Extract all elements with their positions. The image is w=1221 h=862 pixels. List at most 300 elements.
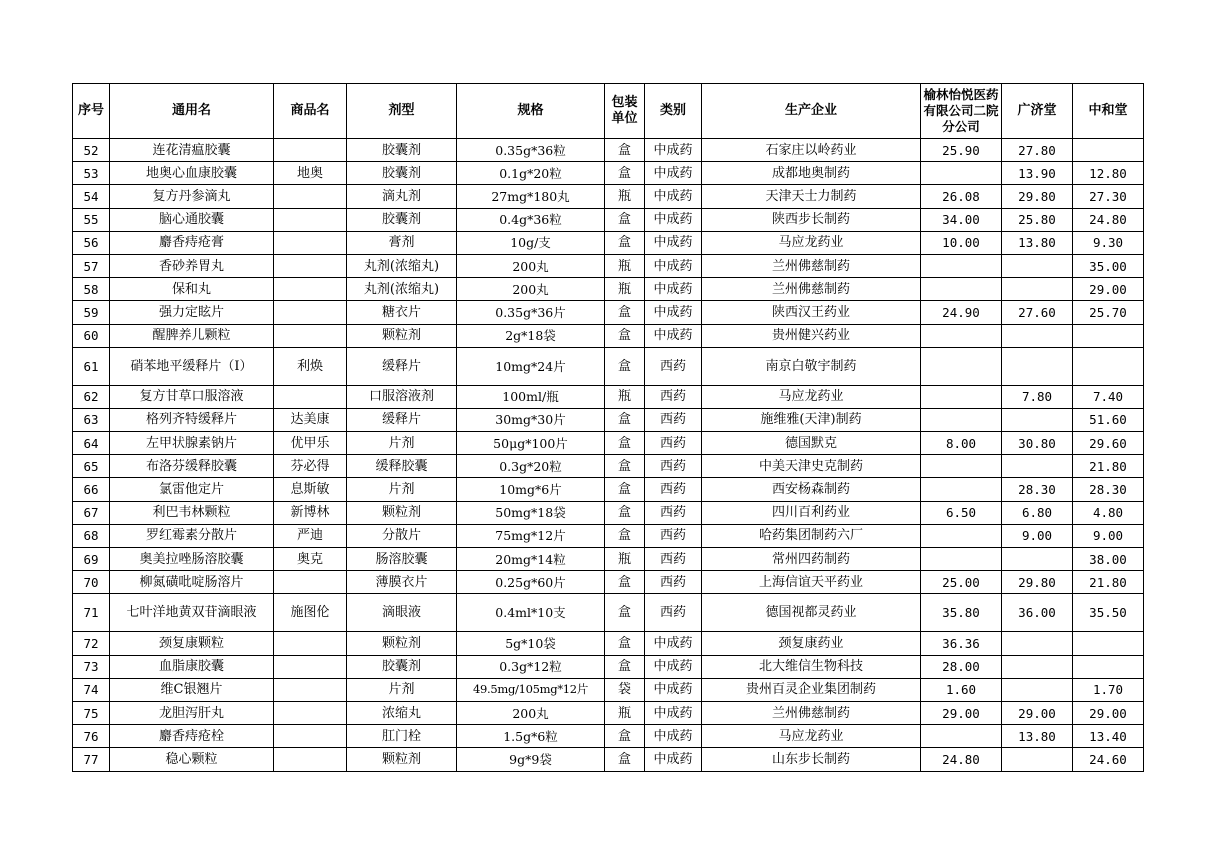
header-category: 类别 [645, 84, 702, 139]
price-yuyue-cell [921, 548, 1002, 571]
price-yuyue-cell [921, 478, 1002, 501]
price-yuyue-cell: 36.36 [921, 632, 1002, 655]
price-zhonghetang-cell: 35.50 [1073, 594, 1144, 632]
price-guangjitang-cell [1002, 678, 1073, 701]
generic-name-cell: 格列齐特缓释片 [110, 408, 274, 431]
manufacturer-cell: 陕西步长制药 [702, 208, 921, 231]
dosage-form-cell: 颗粒剂 [347, 632, 457, 655]
header-price-yuyue: 榆林怡悦医药有限公司二院分公司 [921, 84, 1002, 139]
generic-name-cell: 布洛芬缓释胶囊 [110, 455, 274, 478]
dosage-form-cell: 丸剂(浓缩丸) [347, 278, 457, 301]
brand-name-cell: 地奥 [274, 162, 347, 185]
category-cell: 中成药 [645, 278, 702, 301]
header-specification: 规格 [457, 84, 605, 139]
price-zhonghetang-cell: 4.80 [1073, 501, 1144, 524]
generic-name-cell: 血脂康胶囊 [110, 655, 274, 678]
table-header-row [73, 84, 1144, 139]
brand-name-cell [274, 748, 347, 771]
price-yuyue-cell: 28.00 [921, 655, 1002, 678]
table-row [73, 548, 1144, 571]
dosage-form-cell: 肠溶胶囊 [347, 548, 457, 571]
category-cell: 中成药 [645, 301, 702, 324]
price-guangjitang-cell [1002, 632, 1073, 655]
package-unit-cell: 盒 [605, 501, 645, 524]
table-row [73, 478, 1144, 501]
index-cell: 62 [73, 385, 110, 408]
price-yuyue-cell [921, 324, 1002, 347]
manufacturer-cell: 北大维信生物科技 [702, 655, 921, 678]
generic-name-cell: 脑心通胶囊 [110, 208, 274, 231]
brand-name-cell [274, 208, 347, 231]
header-brand-name: 商品名 [274, 84, 347, 139]
brand-name-cell [274, 278, 347, 301]
dosage-form-cell: 滴眼液 [347, 594, 457, 632]
price-zhonghetang-cell: 29.00 [1073, 278, 1144, 301]
price-zhonghetang-cell: 12.80 [1073, 162, 1144, 185]
price-guangjitang-cell: 6.80 [1002, 501, 1073, 524]
manufacturer-cell: 贵州百灵企业集团制药 [702, 678, 921, 701]
price-guangjitang-cell [1002, 548, 1073, 571]
package-unit-cell: 瓶 [605, 254, 645, 277]
generic-name-cell: 利巴韦林颗粒 [110, 501, 274, 524]
price-yuyue-cell: 25.00 [921, 571, 1002, 594]
manufacturer-cell: 兰州佛慈制药 [702, 254, 921, 277]
generic-name-cell: 麝香痔疮栓 [110, 725, 274, 748]
price-yuyue-cell: 8.00 [921, 432, 1002, 455]
generic-name-cell: 柳氮磺吡啶肠溶片 [110, 571, 274, 594]
index-cell: 67 [73, 501, 110, 524]
package-unit-cell: 盒 [605, 408, 645, 431]
table-row [73, 139, 1144, 162]
table-row [73, 678, 1144, 701]
generic-name-cell: 奥美拉唑肠溶胶囊 [110, 548, 274, 571]
category-cell: 中成药 [645, 208, 702, 231]
manufacturer-cell: 德国默克 [702, 432, 921, 455]
category-cell: 中成药 [645, 655, 702, 678]
category-cell: 中成药 [645, 185, 702, 208]
specification-cell: 0.25g*60片 [457, 571, 605, 594]
specification-cell: 27mg*180丸 [457, 185, 605, 208]
price-yuyue-cell [921, 278, 1002, 301]
price-zhonghetang-cell: 24.60 [1073, 748, 1144, 771]
category-cell: 中成药 [645, 725, 702, 748]
price-guangjitang-cell: 30.80 [1002, 432, 1073, 455]
table-row [73, 725, 1144, 748]
dosage-form-cell: 片剂 [347, 478, 457, 501]
package-unit-cell: 盒 [605, 162, 645, 185]
generic-name-cell: 颈复康颗粒 [110, 632, 274, 655]
manufacturer-cell: 哈药集团制药六厂 [702, 524, 921, 547]
generic-name-cell: 七叶洋地黄双苷滴眼液 [110, 594, 274, 632]
dosage-form-cell: 胶囊剂 [347, 162, 457, 185]
dosage-form-cell: 膏剂 [347, 231, 457, 254]
price-zhonghetang-cell: 29.00 [1073, 701, 1144, 724]
package-unit-cell: 瓶 [605, 385, 645, 408]
brand-name-cell: 新博林 [274, 501, 347, 524]
specification-cell: 49.5mg/105mg*12片 [457, 678, 605, 701]
table-row [73, 501, 1144, 524]
package-unit-cell: 盒 [605, 655, 645, 678]
manufacturer-cell: 陕西汉王药业 [702, 301, 921, 324]
table-row [73, 254, 1144, 277]
manufacturer-cell: 四川百利药业 [702, 501, 921, 524]
package-unit-cell: 袋 [605, 678, 645, 701]
manufacturer-cell: 颈复康药业 [702, 632, 921, 655]
price-yuyue-cell: 24.90 [921, 301, 1002, 324]
price-yuyue-cell: 6.50 [921, 501, 1002, 524]
brand-name-cell: 奥克 [274, 548, 347, 571]
dosage-form-cell: 颗粒剂 [347, 501, 457, 524]
manufacturer-cell: 成都地奥制药 [702, 162, 921, 185]
package-unit-cell: 瓶 [605, 548, 645, 571]
specification-cell: 10mg*6片 [457, 478, 605, 501]
table-row [73, 347, 1144, 385]
price-zhonghetang-cell: 21.80 [1073, 455, 1144, 478]
generic-name-cell: 硝苯地平缓释片（Ⅰ） [110, 347, 274, 385]
dosage-form-cell: 分散片 [347, 524, 457, 547]
generic-name-cell: 麝香痔疮膏 [110, 231, 274, 254]
price-yuyue-cell [921, 725, 1002, 748]
package-unit-cell: 盒 [605, 139, 645, 162]
price-guangjitang-cell [1002, 408, 1073, 431]
category-cell: 中成药 [645, 748, 702, 771]
specification-cell: 200丸 [457, 254, 605, 277]
table-row [73, 231, 1144, 254]
price-zhonghetang-cell: 51.60 [1073, 408, 1144, 431]
dosage-form-cell: 浓缩丸 [347, 701, 457, 724]
dosage-form-cell: 颗粒剂 [347, 748, 457, 771]
index-cell: 74 [73, 678, 110, 701]
table-row [73, 385, 1144, 408]
price-yuyue-cell: 10.00 [921, 231, 1002, 254]
manufacturer-cell: 南京白敬宇制药 [702, 347, 921, 385]
header-index: 序号 [73, 84, 110, 139]
table-row [73, 278, 1144, 301]
table-row [73, 208, 1144, 231]
category-cell: 西药 [645, 594, 702, 632]
price-zhonghetang-cell: 24.80 [1073, 208, 1144, 231]
dosage-form-cell: 缓释片 [347, 347, 457, 385]
category-cell: 中成药 [645, 701, 702, 724]
generic-name-cell: 连花清瘟胶囊 [110, 139, 274, 162]
price-yuyue-cell [921, 408, 1002, 431]
generic-name-cell: 香砂养胃丸 [110, 254, 274, 277]
dosage-form-cell: 口服溶液剂 [347, 385, 457, 408]
specification-cell: 0.35g*36片 [457, 301, 605, 324]
package-unit-cell: 盒 [605, 231, 645, 254]
index-cell: 71 [73, 594, 110, 632]
index-cell: 63 [73, 408, 110, 431]
index-cell: 66 [73, 478, 110, 501]
table-row [73, 324, 1144, 347]
brand-name-cell [274, 678, 347, 701]
generic-name-cell: 复方丹参滴丸 [110, 185, 274, 208]
manufacturer-cell: 上海信谊天平药业 [702, 571, 921, 594]
price-guangjitang-cell: 28.30 [1002, 478, 1073, 501]
generic-name-cell: 强力定眩片 [110, 301, 274, 324]
specification-cell: 0.4g*36粒 [457, 208, 605, 231]
table-row [73, 162, 1144, 185]
generic-name-cell: 醒脾养儿颗粒 [110, 324, 274, 347]
table-row [73, 655, 1144, 678]
specification-cell: 20mg*14粒 [457, 548, 605, 571]
index-cell: 52 [73, 139, 110, 162]
price-yuyue-cell [921, 385, 1002, 408]
price-zhonghetang-cell: 7.40 [1073, 385, 1144, 408]
specification-cell: 10g/支 [457, 231, 605, 254]
package-unit-cell: 盒 [605, 725, 645, 748]
index-cell: 54 [73, 185, 110, 208]
package-unit-cell: 瓶 [605, 185, 645, 208]
manufacturer-cell: 常州四药制药 [702, 548, 921, 571]
drug-price-table [72, 83, 1144, 772]
manufacturer-cell: 中美天津史克制药 [702, 455, 921, 478]
category-cell: 中成药 [645, 139, 702, 162]
price-yuyue-cell [921, 254, 1002, 277]
generic-name-cell: 氯雷他定片 [110, 478, 274, 501]
price-guangjitang-cell: 13.80 [1002, 725, 1073, 748]
brand-name-cell [274, 725, 347, 748]
header-generic-name: 通用名 [110, 84, 274, 139]
price-zhonghetang-cell [1073, 632, 1144, 655]
index-cell: 70 [73, 571, 110, 594]
specification-cell: 1.5g*6粒 [457, 725, 605, 748]
specification-cell: 100ml/瓶 [457, 385, 605, 408]
price-guangjitang-cell: 7.80 [1002, 385, 1073, 408]
dosage-form-cell: 缓释片 [347, 408, 457, 431]
package-unit-cell: 盒 [605, 571, 645, 594]
manufacturer-cell: 德国视都灵药业 [702, 594, 921, 632]
index-cell: 65 [73, 455, 110, 478]
package-unit-cell: 盒 [605, 301, 645, 324]
manufacturer-cell: 贵州健兴药业 [702, 324, 921, 347]
price-guangjitang-cell [1002, 278, 1073, 301]
index-cell: 58 [73, 278, 110, 301]
index-cell: 75 [73, 701, 110, 724]
generic-name-cell: 地奥心血康胶囊 [110, 162, 274, 185]
price-yuyue-cell: 34.00 [921, 208, 1002, 231]
price-guangjitang-cell: 27.80 [1002, 139, 1073, 162]
table-body [73, 139, 1144, 772]
brand-name-cell: 达美康 [274, 408, 347, 431]
price-zhonghetang-cell: 13.40 [1073, 725, 1144, 748]
table-row [73, 301, 1144, 324]
brand-name-cell [274, 701, 347, 724]
price-zhonghetang-cell: 21.80 [1073, 571, 1144, 594]
specification-cell: 0.35g*36粒 [457, 139, 605, 162]
category-cell: 西药 [645, 455, 702, 478]
dosage-form-cell: 颗粒剂 [347, 324, 457, 347]
category-cell: 中成药 [645, 632, 702, 655]
brand-name-cell [274, 324, 347, 347]
category-cell: 中成药 [645, 678, 702, 701]
dosage-form-cell: 丸剂(浓缩丸) [347, 254, 457, 277]
specification-cell: 200丸 [457, 278, 605, 301]
price-guangjitang-cell [1002, 455, 1073, 478]
brand-name-cell [274, 139, 347, 162]
price-zhonghetang-cell: 9.30 [1073, 231, 1144, 254]
specification-cell: 0.1g*20粒 [457, 162, 605, 185]
specification-cell: 0.3g*12粒 [457, 655, 605, 678]
specification-cell: 30mg*30片 [457, 408, 605, 431]
index-cell: 69 [73, 548, 110, 571]
table-row [73, 571, 1144, 594]
table-row [73, 632, 1144, 655]
dosage-form-cell: 胶囊剂 [347, 655, 457, 678]
category-cell: 西药 [645, 385, 702, 408]
price-zhonghetang-cell [1073, 139, 1144, 162]
price-yuyue-cell [921, 162, 1002, 185]
specification-cell: 9g*9袋 [457, 748, 605, 771]
price-yuyue-cell: 26.08 [921, 185, 1002, 208]
table-row [73, 432, 1144, 455]
table-row [73, 455, 1144, 478]
manufacturer-cell: 兰州佛慈制药 [702, 701, 921, 724]
manufacturer-cell: 马应龙药业 [702, 385, 921, 408]
brand-name-cell: 利焕 [274, 347, 347, 385]
category-cell: 西药 [645, 548, 702, 571]
category-cell: 西药 [645, 501, 702, 524]
package-unit-cell: 瓶 [605, 701, 645, 724]
price-yuyue-cell [921, 524, 1002, 547]
specification-cell: 50μg*100片 [457, 432, 605, 455]
index-cell: 55 [73, 208, 110, 231]
header-manufacturer: 生产企业 [702, 84, 921, 139]
price-zhonghetang-cell: 1.70 [1073, 678, 1144, 701]
price-guangjitang-cell: 13.90 [1002, 162, 1073, 185]
header-price-guangjitang: 广济堂 [1002, 84, 1073, 139]
dosage-form-cell: 片剂 [347, 678, 457, 701]
category-cell: 西药 [645, 524, 702, 547]
index-cell: 77 [73, 748, 110, 771]
index-cell: 72 [73, 632, 110, 655]
header-price-zhonghetang: 中和堂 [1073, 84, 1144, 139]
package-unit-cell: 盒 [605, 478, 645, 501]
price-guangjitang-cell: 29.00 [1002, 701, 1073, 724]
dosage-form-cell: 缓释胶囊 [347, 455, 457, 478]
header-package-unit: 包装单位 [605, 84, 645, 139]
manufacturer-cell: 施维雅(天津)制药 [702, 408, 921, 431]
table-row [73, 701, 1144, 724]
table-row [73, 524, 1144, 547]
brand-name-cell [274, 185, 347, 208]
price-guangjitang-cell: 27.60 [1002, 301, 1073, 324]
price-yuyue-cell: 24.80 [921, 748, 1002, 771]
price-guangjitang-cell: 25.80 [1002, 208, 1073, 231]
package-unit-cell: 盒 [605, 594, 645, 632]
specification-cell: 200丸 [457, 701, 605, 724]
price-zhonghetang-cell [1073, 347, 1144, 385]
category-cell: 中成药 [645, 254, 702, 277]
dosage-form-cell: 滴丸剂 [347, 185, 457, 208]
package-unit-cell: 盒 [605, 347, 645, 385]
price-guangjitang-cell: 29.80 [1002, 185, 1073, 208]
category-cell: 中成药 [645, 324, 702, 347]
manufacturer-cell: 西安杨森制药 [702, 478, 921, 501]
price-guangjitang-cell [1002, 324, 1073, 347]
index-cell: 59 [73, 301, 110, 324]
package-unit-cell: 盒 [605, 748, 645, 771]
manufacturer-cell: 石家庄以岭药业 [702, 139, 921, 162]
index-cell: 56 [73, 231, 110, 254]
category-cell: 中成药 [645, 231, 702, 254]
brand-name-cell [274, 254, 347, 277]
index-cell: 64 [73, 432, 110, 455]
price-guangjitang-cell [1002, 347, 1073, 385]
price-guangjitang-cell: 13.80 [1002, 231, 1073, 254]
generic-name-cell: 龙胆泻肝丸 [110, 701, 274, 724]
specification-cell: 10mg*24片 [457, 347, 605, 385]
manufacturer-cell: 天津天士力制药 [702, 185, 921, 208]
manufacturer-cell: 马应龙药业 [702, 231, 921, 254]
brand-name-cell [274, 301, 347, 324]
price-yuyue-cell [921, 455, 1002, 478]
package-unit-cell: 盒 [605, 632, 645, 655]
table-row [73, 594, 1144, 632]
dosage-form-cell: 薄膜衣片 [347, 571, 457, 594]
generic-name-cell: 保和丸 [110, 278, 274, 301]
package-unit-cell: 盒 [605, 324, 645, 347]
package-unit-cell: 盒 [605, 432, 645, 455]
manufacturer-cell: 兰州佛慈制药 [702, 278, 921, 301]
specification-cell: 50mg*18袋 [457, 501, 605, 524]
dosage-form-cell: 肛门栓 [347, 725, 457, 748]
category-cell: 中成药 [645, 162, 702, 185]
brand-name-cell [274, 571, 347, 594]
header-dosage-form: 剂型 [347, 84, 457, 139]
generic-name-cell: 稳心颗粒 [110, 748, 274, 771]
specification-cell: 0.4ml*10支 [457, 594, 605, 632]
index-cell: 61 [73, 347, 110, 385]
brand-name-cell [274, 231, 347, 254]
price-guangjitang-cell [1002, 254, 1073, 277]
index-cell: 57 [73, 254, 110, 277]
generic-name-cell: 罗红霉素分散片 [110, 524, 274, 547]
brand-name-cell: 严迪 [274, 524, 347, 547]
price-zhonghetang-cell: 35.00 [1073, 254, 1144, 277]
generic-name-cell: 维C银翘片 [110, 678, 274, 701]
index-cell: 60 [73, 324, 110, 347]
price-zhonghetang-cell: 25.70 [1073, 301, 1144, 324]
specification-cell: 0.3g*20粒 [457, 455, 605, 478]
price-zhonghetang-cell: 9.00 [1073, 524, 1144, 547]
generic-name-cell: 复方甘草口服溶液 [110, 385, 274, 408]
price-zhonghetang-cell: 28.30 [1073, 478, 1144, 501]
package-unit-cell: 盒 [605, 455, 645, 478]
price-yuyue-cell [921, 347, 1002, 385]
price-yuyue-cell: 29.00 [921, 701, 1002, 724]
brand-name-cell: 息斯敏 [274, 478, 347, 501]
specification-cell: 5g*10袋 [457, 632, 605, 655]
package-unit-cell: 盒 [605, 524, 645, 547]
specification-cell: 2g*18袋 [457, 324, 605, 347]
manufacturer-cell: 马应龙药业 [702, 725, 921, 748]
specification-cell: 75mg*12片 [457, 524, 605, 547]
brand-name-cell: 优甲乐 [274, 432, 347, 455]
package-unit-cell: 瓶 [605, 278, 645, 301]
category-cell: 西药 [645, 408, 702, 431]
index-cell: 73 [73, 655, 110, 678]
price-guangjitang-cell: 29.80 [1002, 571, 1073, 594]
category-cell: 西药 [645, 571, 702, 594]
price-guangjitang-cell: 36.00 [1002, 594, 1073, 632]
price-guangjitang-cell: 9.00 [1002, 524, 1073, 547]
price-guangjitang-cell [1002, 748, 1073, 771]
price-zhonghetang-cell: 38.00 [1073, 548, 1144, 571]
table-row [73, 408, 1144, 431]
price-zhonghetang-cell: 29.60 [1073, 432, 1144, 455]
generic-name-cell: 左甲状腺素钠片 [110, 432, 274, 455]
